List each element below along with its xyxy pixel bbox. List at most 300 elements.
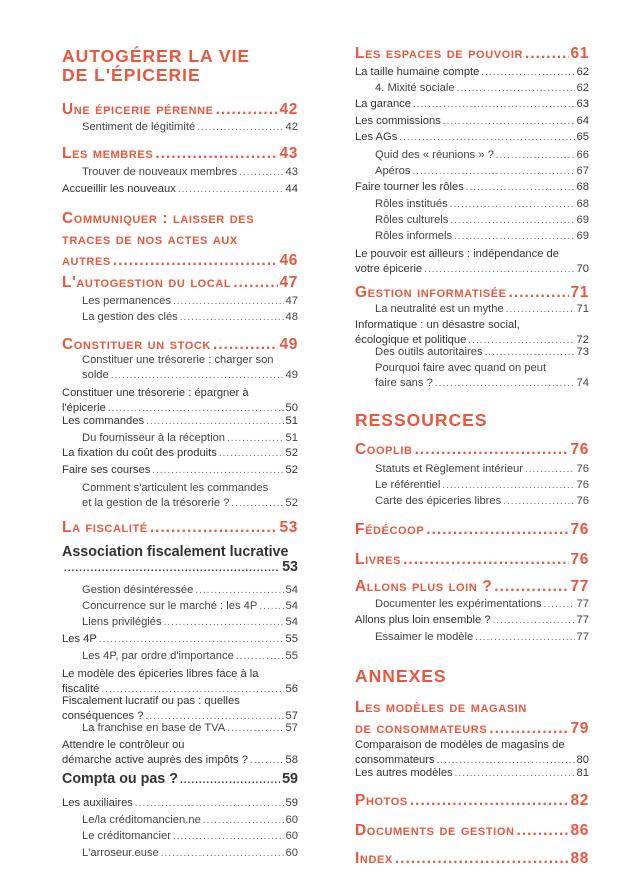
toc-entry-line: Constituer une trésorerie : épargner à bbox=[62, 387, 249, 399]
leader-dots bbox=[455, 768, 575, 779]
toc-entry[interactable] bbox=[355, 214, 589, 226]
page-number: 55 bbox=[285, 633, 298, 645]
toc-entry-row bbox=[355, 98, 589, 110]
toc-entry-row bbox=[62, 250, 298, 271]
toc-entry-row bbox=[82, 295, 298, 307]
leader-dots bbox=[239, 167, 284, 178]
page-number: 51 bbox=[285, 432, 298, 444]
page-number: 79 bbox=[570, 720, 589, 737]
leader-dots bbox=[403, 551, 568, 569]
toc-entry[interactable] bbox=[355, 792, 589, 810]
toc-entry-line: Pourquoi faire avec quand on peut bbox=[375, 362, 547, 374]
toc-entry-title: Accueillir les nouveaux bbox=[62, 183, 176, 195]
page-number: 71 bbox=[570, 284, 589, 301]
toc-entry-title: Documenter les expérimentations bbox=[375, 598, 542, 610]
page-number: 77 bbox=[576, 614, 589, 626]
toc-entry[interactable] bbox=[62, 519, 298, 537]
toc-entry-row bbox=[82, 616, 298, 628]
page-number: 82 bbox=[570, 792, 589, 809]
toc-entry-row bbox=[62, 753, 298, 769]
toc-entry-title: de consommateurs bbox=[355, 720, 488, 737]
toc-entry-title: Les permanences bbox=[82, 295, 171, 307]
toc-entry[interactable] bbox=[62, 432, 298, 444]
toc-entry[interactable] bbox=[355, 198, 589, 210]
toc-entry[interactable] bbox=[355, 98, 589, 110]
toc-entry[interactable] bbox=[355, 441, 589, 459]
toc-entry-row bbox=[355, 441, 589, 459]
toc-entry[interactable] bbox=[62, 722, 298, 734]
toc-entry-title: Rôles culturels bbox=[375, 214, 449, 226]
toc-entry[interactable] bbox=[355, 115, 589, 127]
page-number: 73 bbox=[576, 346, 589, 358]
page-number: 67 bbox=[576, 165, 589, 177]
page-number: 76 bbox=[576, 463, 589, 475]
toc-entry-line: traces de nos actes aux bbox=[62, 231, 238, 248]
toc-entry-title: Livres bbox=[355, 551, 402, 568]
toc-entry[interactable] bbox=[62, 336, 298, 354]
leader-dots bbox=[180, 312, 284, 323]
toc-entry-line: Le modèle des épiceries libres face à la bbox=[62, 668, 259, 680]
page-number: 65 bbox=[576, 131, 589, 143]
toc-entry-row bbox=[82, 121, 298, 133]
page-number: 71 bbox=[576, 303, 589, 315]
toc-entry[interactable] bbox=[62, 145, 298, 163]
leader-dots bbox=[233, 274, 277, 292]
leader-dots bbox=[219, 448, 284, 459]
toc-entry-row bbox=[62, 274, 298, 292]
toc-entry-row bbox=[375, 214, 589, 226]
toc-entry[interactable] bbox=[355, 614, 589, 626]
toc-entry-title: Index bbox=[355, 850, 393, 867]
toc-entry[interactable] bbox=[355, 850, 589, 868]
toc-entry[interactable] bbox=[62, 481, 298, 511]
toc-entry[interactable] bbox=[355, 181, 589, 193]
toc-entry-line: Les modèles de magasin bbox=[355, 699, 527, 716]
toc-entry-row bbox=[355, 115, 589, 127]
leader-dots bbox=[517, 822, 569, 840]
toc-entry[interactable] bbox=[62, 464, 298, 476]
toc-entry-row bbox=[82, 166, 298, 178]
toc-entry-title: Les AGs bbox=[355, 131, 398, 143]
toc-entry[interactable] bbox=[355, 346, 589, 358]
toc-entry[interactable] bbox=[62, 447, 298, 459]
page-number: 68 bbox=[576, 198, 589, 210]
leader-dots bbox=[454, 231, 574, 242]
leader-dots bbox=[259, 601, 283, 612]
page-number: 68 bbox=[576, 181, 589, 193]
leader-dots bbox=[113, 250, 278, 271]
leader-dots bbox=[424, 263, 574, 278]
page-number: 88 bbox=[570, 850, 589, 867]
page-number: 47 bbox=[285, 295, 298, 307]
toc-entry-row bbox=[355, 45, 589, 63]
toc-entry-row bbox=[375, 230, 589, 242]
leader-dots bbox=[509, 284, 569, 302]
toc-entry-title: La gestion des clés bbox=[82, 311, 178, 323]
toc-entry-title: Liens privilégiés bbox=[82, 616, 162, 628]
part-heading: AUTOGÉRER LA VIE DE L'ÉPICERIE bbox=[62, 46, 251, 85]
toc-entry-row bbox=[355, 850, 589, 868]
page-number: 49 bbox=[279, 336, 298, 353]
toc-entry[interactable] bbox=[355, 495, 589, 507]
toc-entry-row bbox=[82, 814, 298, 826]
toc-entry-line: Le pouvoir est ailleurs : indépendance de bbox=[355, 248, 560, 260]
toc-entry[interactable] bbox=[355, 45, 589, 63]
toc-entry-row bbox=[62, 519, 298, 537]
toc-entry-title: Le référentiel bbox=[375, 479, 441, 491]
page-number: 55 bbox=[285, 650, 298, 662]
toc-entry-row bbox=[355, 767, 589, 779]
toc-entry-row bbox=[355, 551, 589, 569]
page-number: 69 bbox=[576, 230, 589, 242]
toc-entry[interactable] bbox=[355, 479, 589, 491]
toc-entry[interactable] bbox=[355, 463, 589, 475]
toc-entry-line: Comparaison de modèles de magasins de bbox=[355, 739, 565, 751]
toc-entry-row bbox=[375, 165, 589, 177]
toc-entry-title: Compta ou pas ? bbox=[62, 771, 178, 787]
toc-entry-title: La franchise en base de TVA bbox=[82, 722, 226, 734]
leader-dots bbox=[173, 296, 284, 307]
page-number: 54 bbox=[285, 616, 298, 628]
toc-entry-row bbox=[82, 600, 298, 612]
part-heading: ANNEXES bbox=[355, 666, 447, 686]
toc-entry bbox=[355, 667, 589, 686]
toc-entry[interactable] bbox=[355, 165, 589, 177]
toc-entry[interactable] bbox=[355, 738, 589, 768]
page-number: 59 bbox=[285, 797, 298, 809]
toc-entry-row bbox=[375, 376, 589, 392]
leader-dots bbox=[443, 116, 575, 127]
page-number: 54 bbox=[285, 584, 298, 596]
page-number: 46 bbox=[279, 252, 298, 269]
toc-entry-title: votre épicerie bbox=[355, 262, 423, 275]
toc-entry-row bbox=[82, 496, 298, 512]
toc-entry[interactable] bbox=[62, 274, 298, 292]
toc-entry-row bbox=[355, 614, 589, 626]
toc-entry-line: Fiscalement lucratif ou pas : quelles bbox=[62, 695, 240, 707]
toc-entry-row bbox=[375, 303, 589, 315]
toc-entry-row bbox=[375, 198, 589, 210]
page-number: 76 bbox=[570, 441, 589, 458]
page-number: 58 bbox=[285, 753, 298, 766]
toc-entry-row bbox=[355, 131, 589, 143]
toc-entry-row bbox=[355, 181, 589, 193]
toc-entry-title: La garance bbox=[355, 98, 411, 110]
toc-entry-row bbox=[355, 718, 589, 739]
leader-dots bbox=[155, 145, 277, 163]
toc-entry-line: Constituer une trésorerie : charger son bbox=[82, 354, 274, 366]
toc-entry-row bbox=[62, 464, 298, 476]
toc-entry-row bbox=[355, 753, 589, 769]
toc-entry-row bbox=[375, 346, 589, 358]
toc-entry-row bbox=[355, 521, 589, 539]
toc-entry bbox=[355, 411, 589, 430]
toc-entry[interactable] bbox=[62, 650, 298, 662]
toc-entry-title: Statuts et Règlement intérieur bbox=[375, 463, 523, 475]
toc-entry-row bbox=[62, 560, 298, 577]
page-number: 43 bbox=[285, 166, 298, 178]
leader-dots bbox=[506, 304, 575, 315]
page-number: 50 bbox=[285, 401, 298, 414]
toc-entry[interactable] bbox=[62, 694, 298, 724]
toc-entry[interactable] bbox=[355, 66, 589, 78]
toc-entry-title: Les commissions bbox=[355, 115, 441, 127]
page-number: 57 bbox=[285, 722, 298, 734]
leader-dots bbox=[525, 464, 575, 475]
toc-entry[interactable] bbox=[62, 797, 298, 809]
toc-entry-title: 4. Mixité sociale bbox=[375, 82, 455, 94]
leader-dots bbox=[164, 617, 284, 628]
toc-entry[interactable] bbox=[62, 814, 298, 826]
leader-dots bbox=[399, 132, 574, 143]
leader-dots bbox=[426, 521, 568, 539]
leader-dots bbox=[231, 497, 283, 512]
page-number: 52 bbox=[285, 464, 298, 476]
toc-entry-title: faire sans ? bbox=[375, 376, 433, 389]
leader-dots bbox=[466, 182, 575, 193]
leader-dots bbox=[161, 848, 284, 859]
toc-entry bbox=[62, 47, 298, 85]
leader-dots bbox=[544, 599, 575, 610]
page-number: 61 bbox=[570, 45, 589, 62]
toc-entry[interactable] bbox=[62, 600, 298, 612]
leader-dots bbox=[450, 199, 575, 210]
toc-entry-title: Le créditomancier bbox=[82, 830, 171, 842]
toc-entry-title: Documents de gestion bbox=[355, 822, 515, 839]
toc-entry[interactable] bbox=[355, 822, 589, 840]
leader-dots bbox=[415, 441, 569, 459]
toc-entry-line: Association fiscalement lucrative bbox=[62, 544, 289, 560]
leader-dots bbox=[503, 496, 574, 507]
toc-entry-title: La fixation du coût des produits bbox=[62, 447, 217, 459]
page-number: 70 bbox=[576, 262, 589, 275]
page-number: 76 bbox=[576, 495, 589, 507]
toc-entry[interactable] bbox=[62, 353, 298, 383]
page-number: 60 bbox=[285, 814, 298, 826]
leader-dots bbox=[108, 402, 284, 417]
toc-entry-row bbox=[355, 262, 589, 278]
toc-entry-row bbox=[62, 415, 298, 427]
toc-entry-row bbox=[62, 633, 298, 645]
toc-entry-row bbox=[355, 822, 589, 840]
toc-entry-row bbox=[62, 145, 298, 163]
toc-entry[interactable] bbox=[355, 284, 589, 302]
toc-entry-title: Allons plus loin ensemble ? bbox=[355, 614, 491, 626]
page-number: 60 bbox=[285, 847, 298, 859]
toc-entry[interactable] bbox=[62, 208, 298, 271]
toc-entry-title: Le/la créditomancien.ne bbox=[82, 814, 201, 826]
toc-entry[interactable] bbox=[355, 361, 589, 391]
toc-entry[interactable] bbox=[62, 183, 298, 195]
toc-entry[interactable] bbox=[62, 667, 298, 697]
toc-entry[interactable] bbox=[62, 121, 298, 133]
toc-entry-row bbox=[82, 722, 298, 734]
toc-entry-title: Gestion informatisée bbox=[355, 284, 507, 301]
page-number: 64 bbox=[576, 115, 589, 127]
toc-entry-title: Concurrence sur le marché : les 4P bbox=[82, 600, 258, 612]
toc-entry[interactable] bbox=[62, 295, 298, 307]
toc-entry[interactable] bbox=[62, 545, 298, 576]
toc-entry-title: Du fournisseur à la réception bbox=[82, 432, 226, 444]
toc-entry[interactable] bbox=[355, 578, 589, 596]
page-number: 62 bbox=[576, 82, 589, 94]
leader-dots bbox=[146, 416, 283, 427]
toc-entry[interactable] bbox=[62, 633, 298, 645]
toc-entry-title: Essaimer le modèle bbox=[375, 631, 474, 643]
toc-entry-row bbox=[375, 495, 589, 507]
leader-dots bbox=[236, 651, 284, 662]
toc-entry[interactable] bbox=[62, 166, 298, 178]
leader-dots bbox=[442, 480, 574, 491]
toc-entry-row bbox=[82, 584, 298, 596]
toc-entry-line: Informatique : un désastre social, bbox=[355, 319, 520, 331]
page-number: 42 bbox=[285, 121, 298, 133]
leader-dots bbox=[435, 377, 575, 392]
leader-dots bbox=[437, 754, 575, 769]
toc-entry[interactable] bbox=[62, 415, 298, 427]
toc-entry-title: conséquences ? bbox=[62, 709, 144, 722]
toc-entry-title: Cooplib bbox=[355, 441, 413, 458]
toc-entry[interactable] bbox=[62, 311, 298, 323]
toc-entry[interactable] bbox=[62, 101, 298, 119]
leader-dots bbox=[496, 150, 575, 161]
toc-entry[interactable] bbox=[355, 767, 589, 779]
toc-entry-row bbox=[355, 66, 589, 78]
toc-entry[interactable] bbox=[355, 598, 589, 610]
page-number: 80 bbox=[576, 753, 589, 766]
page-number: 49 bbox=[285, 368, 298, 381]
leader-dots bbox=[135, 798, 284, 809]
toc-entry-row bbox=[82, 432, 298, 444]
toc-entry[interactable] bbox=[62, 738, 298, 768]
leader-dots bbox=[195, 585, 283, 596]
toc-entry[interactable] bbox=[355, 247, 589, 277]
leader-dots bbox=[494, 578, 568, 596]
toc-entry[interactable] bbox=[62, 771, 298, 787]
toc-entry-title: Photos bbox=[355, 792, 408, 809]
toc-entry-title: Les 4P bbox=[62, 633, 97, 645]
toc-entry-title: Rôles informels bbox=[375, 230, 453, 242]
toc-entry[interactable] bbox=[62, 830, 298, 842]
toc-entry[interactable] bbox=[62, 584, 298, 596]
toc-entry-line: Communiquer : laisser des bbox=[62, 210, 255, 227]
toc-entry[interactable] bbox=[62, 386, 298, 416]
toc-entry-title: Les commandes bbox=[62, 415, 145, 427]
page-number: 76 bbox=[570, 551, 589, 568]
toc-entry-row bbox=[82, 368, 298, 384]
leader-dots bbox=[173, 831, 284, 842]
toc-entry[interactable] bbox=[355, 82, 589, 94]
toc-entry-row bbox=[375, 598, 589, 610]
toc-entry-title: Des outils autoritaires bbox=[375, 346, 483, 358]
toc-entry-row bbox=[355, 284, 589, 302]
toc-entry[interactable] bbox=[355, 521, 589, 539]
leader-dots bbox=[203, 815, 284, 826]
page-number: 56 bbox=[285, 682, 298, 695]
page-number: 48 bbox=[285, 311, 298, 323]
toc-entry-row bbox=[82, 847, 298, 859]
leader-dots bbox=[227, 433, 284, 444]
toc-entry-title: Apéros bbox=[375, 165, 411, 177]
toc-entry-title: fiscalité bbox=[62, 682, 100, 695]
toc-entry-row bbox=[62, 183, 298, 195]
toc-entry-title: L'autogestion du local bbox=[62, 274, 232, 291]
page-number: 54 bbox=[285, 600, 298, 612]
toc-entry[interactable] bbox=[355, 303, 589, 315]
toc-entry[interactable] bbox=[355, 131, 589, 143]
leader-dots bbox=[64, 562, 280, 577]
leader-dots bbox=[111, 369, 284, 384]
toc-entry-title: Gestion désintéressée bbox=[82, 584, 194, 596]
toc-entry-row bbox=[62, 797, 298, 809]
toc-entry-row bbox=[375, 149, 589, 161]
toc-entry-row bbox=[375, 82, 589, 94]
toc-entry-title: l'épicerie bbox=[62, 401, 106, 414]
toc-entry-row bbox=[355, 578, 589, 596]
leader-dots bbox=[213, 336, 278, 354]
leader-dots bbox=[412, 166, 574, 177]
toc-entry-row bbox=[375, 631, 589, 643]
toc-entry-title: consommateurs bbox=[355, 753, 435, 766]
toc-entry-title: Carte des épiceries libres bbox=[375, 495, 502, 507]
page-number: 52 bbox=[285, 496, 298, 509]
leader-dots bbox=[457, 83, 575, 94]
leader-dots bbox=[481, 67, 574, 78]
toc-entry-row bbox=[82, 311, 298, 323]
toc-entry-title: Faire ses courses bbox=[62, 464, 151, 476]
toc-entry-row bbox=[82, 830, 298, 842]
leader-dots bbox=[216, 101, 278, 119]
page-number: 60 bbox=[285, 830, 298, 842]
toc-entry-title: écologique et politique bbox=[355, 333, 467, 346]
toc-entry-title: et la gestion de la trésorerie ? bbox=[82, 496, 230, 509]
toc-entry-row bbox=[62, 771, 298, 787]
leader-dots bbox=[395, 850, 569, 868]
toc-entry-row bbox=[375, 463, 589, 475]
leader-dots bbox=[99, 634, 284, 645]
toc-entry[interactable] bbox=[355, 149, 589, 161]
leader-dots bbox=[180, 775, 280, 786]
toc-entry[interactable] bbox=[355, 551, 589, 569]
page-number: 44 bbox=[285, 183, 298, 195]
part-heading: RESSOURCES bbox=[355, 410, 488, 430]
toc-entry[interactable] bbox=[62, 616, 298, 628]
toc-entry[interactable] bbox=[355, 697, 589, 739]
toc-entry[interactable] bbox=[62, 847, 298, 859]
toc-entry[interactable] bbox=[355, 631, 589, 643]
page-number: 77 bbox=[576, 598, 589, 610]
leader-dots bbox=[150, 519, 278, 537]
toc-entry-row bbox=[375, 479, 589, 491]
page-number: 53 bbox=[282, 558, 298, 575]
leader-dots bbox=[493, 615, 575, 626]
toc-entry-title: La neutralité est un mythe bbox=[375, 303, 504, 315]
leader-dots bbox=[250, 754, 284, 769]
toc-entry-row bbox=[355, 792, 589, 810]
page-number: 59 bbox=[282, 771, 298, 787]
leader-dots bbox=[525, 45, 569, 63]
leader-dots bbox=[197, 122, 283, 133]
leader-dots bbox=[152, 465, 283, 476]
toc-entry-line: Comment s'articulent les commandes bbox=[82, 482, 269, 494]
leader-dots bbox=[450, 215, 574, 226]
toc-entry-title: Les 4P, par ordre d'importance bbox=[82, 650, 234, 662]
page-number: 86 bbox=[570, 822, 589, 839]
toc-entry-title: Sentiment de légitimité bbox=[82, 121, 196, 133]
toc-entry[interactable] bbox=[355, 318, 589, 348]
leader-dots bbox=[489, 718, 568, 739]
toc-entry[interactable] bbox=[355, 230, 589, 242]
